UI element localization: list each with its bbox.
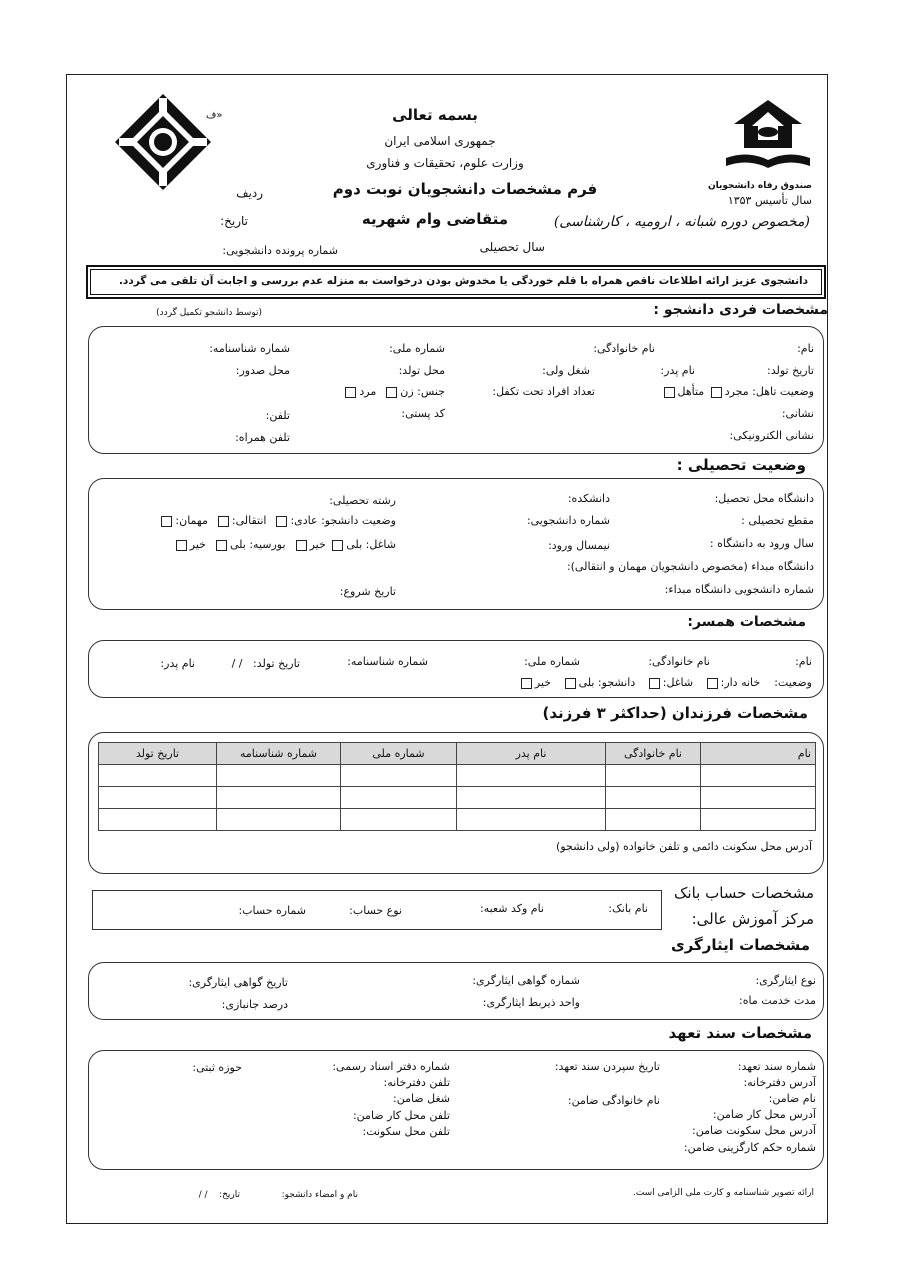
g-work-address[interactable]: آدرس محل کار ضامن: (712, 1108, 816, 1121)
academic-year-label: سال تحصیلی (479, 240, 545, 254)
p-address[interactable]: نشانی: (781, 407, 814, 420)
ministry-title: وزارت علوم، تحقیقات و فناوری (366, 156, 524, 170)
file-number-label: شماره پرونده دانشجویی: (222, 244, 338, 257)
col-id-number: شماره شناسنامه (217, 743, 341, 765)
single-checkbox[interactable] (711, 387, 722, 398)
spouse-employed-checkbox[interactable] (649, 678, 660, 689)
b-account-no[interactable]: شماره حساب: (238, 904, 306, 917)
e-field[interactable]: رشته تحصیلی: (329, 494, 396, 507)
personal-section-title: مشخصات فردی دانشجو : (653, 302, 828, 318)
spouse-student-label: دانشجو: بلی (578, 676, 636, 689)
col-name: نام (701, 743, 816, 765)
female-checkbox[interactable] (386, 387, 397, 398)
s-family[interactable]: نام خانوادگی: (648, 655, 710, 668)
p-national-id[interactable]: شماره ملی: (389, 342, 445, 355)
children-table (98, 742, 816, 831)
table-row[interactable] (99, 809, 816, 831)
g-guarantor-job[interactable]: شغل ضامن: (392, 1092, 450, 1105)
spouse-employed-label: شاغل: (662, 676, 694, 689)
g-employment-no[interactable]: شماره حکم کارگزینی ضامن: (683, 1141, 816, 1154)
children-section-title: مشخصات فرزندان (حداکثر ۳ فرزند) (542, 704, 808, 722)
spouse-birth-slashes: / / (231, 657, 243, 670)
sacrifice-section-title: مشخصات ایثارگری (670, 936, 810, 954)
scholarship-no-label: خیر (189, 538, 206, 551)
row-label: ردیف (236, 186, 263, 200)
spouse-no-label: خیر (534, 676, 552, 689)
e-origin-uni[interactable]: دانشگاه مبداء (مخصوص دانشجویان مهمان و انتقالی): (566, 560, 814, 573)
e-employed[interactable] (173, 538, 396, 551)
personal-note: (توسط دانشجو تکمیل گردد) (156, 308, 262, 318)
g-work-phone[interactable]: تلفن محل کار ضامن: (352, 1109, 450, 1122)
employed-no-label: خیر (309, 538, 326, 551)
housewife-checkbox[interactable] (707, 678, 718, 689)
e-level[interactable]: مقطع تحصیلی : (741, 514, 814, 527)
g-submit-date[interactable]: تاریخ سپردن سند تعهد: (554, 1060, 660, 1073)
col-father: نام پدر (457, 743, 606, 765)
footer-date-label: تاریخ: (219, 1190, 240, 1200)
guest-checkbox[interactable] (161, 516, 172, 527)
founded-year: سال تأسیس ۱۳۵۳ (727, 194, 812, 207)
footer-date-slashes: / / (198, 1190, 208, 1200)
x-unit[interactable]: واحد ذیربط ایثارگری: (482, 996, 580, 1009)
spouse-no-checkbox[interactable] (521, 678, 532, 689)
notice-text: دانشجوی عزیز ارائه اطلاعات ناقص همراه با قلم خوردگی یا مخدوش بودن درخواست به منزله عدم بررسی و اجابت آن تلقی می گردد. (118, 275, 808, 287)
e-university[interactable]: دانشگاه محل تحصیل: (714, 492, 814, 505)
s-national-id[interactable]: شماره ملی: (524, 655, 580, 668)
c-address[interactable]: آدرس محل سکونت دائمی و تلفن خانواده (ولی دانشجو) (556, 840, 812, 853)
university-emblem (113, 92, 213, 192)
e-status[interactable] (158, 514, 396, 527)
b-branch[interactable]: نام وکد شعبه: (480, 902, 544, 915)
guarantee-section-title: مشخصات سند تعهد (668, 1024, 812, 1042)
transfer-label: انتقالی: (231, 514, 267, 527)
p-marital[interactable] (661, 385, 815, 398)
table-row[interactable] (99, 765, 816, 787)
e-start-date[interactable]: تاریخ شروع: (339, 585, 396, 598)
g-doc-no[interactable]: شماره سند تعهد: (737, 1060, 816, 1073)
g-notary-address[interactable]: آدرس دفترخانه: (743, 1076, 816, 1089)
sacrifice-box (88, 962, 824, 1020)
spouse-section-title: مشخصات همسر: (687, 614, 806, 630)
footer-date[interactable] (199, 1190, 240, 1200)
employed-yes-checkbox[interactable] (332, 540, 343, 551)
employed-yes-label: شاغل: بلی (346, 538, 396, 551)
handwritten-note: (مخصوص دوره شبانه ، ارومیه ، کارشناسی) (553, 214, 810, 230)
e-entry-term[interactable]: نیمسال ورود: (548, 539, 610, 552)
s-father[interactable]: نام پدر: (160, 657, 195, 670)
s-name[interactable]: نام: (795, 655, 812, 668)
g-guarantor-name[interactable]: نام ضامن: (768, 1092, 816, 1105)
status-label: وضعیت: (774, 676, 812, 689)
table-row[interactable] (99, 787, 816, 809)
student-signature[interactable]: نام و امضاء دانشجو: (281, 1190, 358, 1200)
republic-title: جمهوری اسلامی ایران (384, 134, 496, 148)
form-title: فرم مشخصات دانشجویان نوبت دوم (332, 180, 598, 198)
children-header-row (99, 743, 816, 765)
regular-checkbox[interactable] (276, 516, 287, 527)
fund-logo (718, 96, 818, 178)
g-home-phone[interactable]: تلفن محل سکونت: (362, 1125, 450, 1138)
p-guardian-job[interactable]: شغل ولی: (542, 364, 590, 377)
guest-label: مهمان: (175, 514, 208, 527)
bank-section-title: مشخصات حساب بانک (673, 884, 814, 902)
p-mobile[interactable]: تلفن همراه: (235, 431, 290, 444)
scholarship-no-checkbox[interactable] (176, 540, 187, 551)
x-percent[interactable]: درصد جانبازی: (221, 998, 288, 1011)
p-issue-place[interactable]: محل صدور: (235, 364, 290, 377)
b-bank-name[interactable]: نام بانک: (608, 902, 648, 915)
x-type[interactable]: نوع ایثارگری: (755, 974, 816, 987)
footer-note: ارائه تصویر شناسنامه و کارت ملی الزامی است. (632, 1188, 814, 1198)
p-dependents[interactable]: تعداد افراد تحت تکفل: (492, 385, 595, 398)
regular-label: وضعیت دانشجو: عادی: (290, 514, 396, 527)
col-family: نام خانوادگی (606, 743, 701, 765)
housewife-label: خانه دار: (720, 676, 761, 689)
bismillah: بسمه تعالی (392, 106, 478, 124)
b-account-type[interactable]: نوع حساب: (349, 904, 402, 917)
transfer-checkbox[interactable] (218, 516, 229, 527)
s-id-number[interactable]: شماره شناسنامه: (347, 655, 428, 668)
p-id-number[interactable]: شماره شناسنامه: (209, 342, 290, 355)
higher-ed-center[interactable]: مرکز آموزش عالی: (691, 910, 814, 928)
form-subtitle: متقاضی وام شهریه (361, 210, 509, 228)
male-label: مرد (359, 385, 377, 398)
s-birth-date[interactable] (232, 657, 300, 670)
x-cert-date[interactable]: تاریخ گواهی ایثارگری: (188, 976, 288, 989)
e-student-no[interactable]: شماره دانشجویی: (526, 514, 610, 527)
e-faculty[interactable]: دانشکده: (567, 492, 610, 505)
married-label: متأهل (677, 385, 705, 398)
p-birth-date[interactable]: تاریخ تولد: (767, 364, 814, 377)
g-notary-phone[interactable]: تلفن دفترخانه: (383, 1076, 450, 1089)
e-entry-year[interactable]: سال ورود به دانشگاه : (709, 537, 814, 550)
p-family[interactable]: نام خانوادگی: (593, 342, 655, 355)
p-gender[interactable] (342, 385, 445, 398)
g-notary-no[interactable]: شماره دفتر اسناد رسمی: (332, 1060, 450, 1073)
male-checkbox[interactable] (345, 387, 356, 398)
p-email[interactable]: نشانی الکترونیکی: (729, 429, 814, 442)
e-origin-student-no[interactable]: شماره دانشجویی دانشگاه مبداء: (664, 583, 814, 596)
p-birth-place[interactable]: محل تولد: (398, 364, 445, 377)
fund-name: صندوق رفاه دانشجویان (707, 181, 812, 191)
marital-label: وضعیت تاهل: مجرد (724, 385, 814, 398)
date-label: تاریخ: (220, 214, 248, 228)
p-phone[interactable]: تلفن: (265, 409, 290, 422)
s-status[interactable] (518, 676, 812, 689)
g-home-address[interactable]: آدرس محل سکونت ضامن: (691, 1124, 816, 1137)
x-service[interactable]: مدت خدمت ماه: (739, 994, 816, 1007)
corner-mark: «ف (206, 110, 223, 121)
col-birth-date: تاریخ تولد (99, 743, 217, 765)
p-name[interactable]: نام: (797, 342, 814, 355)
scholarship-yes-checkbox[interactable] (216, 540, 227, 551)
g-guarantor-family[interactable]: نام خانوادگی ضامن: (567, 1094, 660, 1107)
spouse-student-checkbox[interactable] (565, 678, 576, 689)
p-father[interactable]: نام پدر: (660, 364, 695, 377)
spouse-birth-label: تاریخ تولد: (253, 657, 300, 670)
married-checkbox[interactable] (664, 387, 675, 398)
g-registry[interactable]: حوزه ثبتی: (192, 1061, 242, 1074)
employed-no-checkbox[interactable] (296, 540, 307, 551)
female-label: جنس: زن (400, 385, 445, 398)
spouse-box (88, 640, 824, 698)
scholarship-yes-label: بورسیه: بلی (229, 538, 286, 551)
col-national-id: شماره ملی (341, 743, 457, 765)
x-cert-no[interactable]: شماره گواهی ایثارگری: (472, 974, 580, 987)
p-postal[interactable]: کد پستی: (401, 407, 445, 420)
education-section-title: وضعیت تحصیلی : (676, 456, 806, 474)
